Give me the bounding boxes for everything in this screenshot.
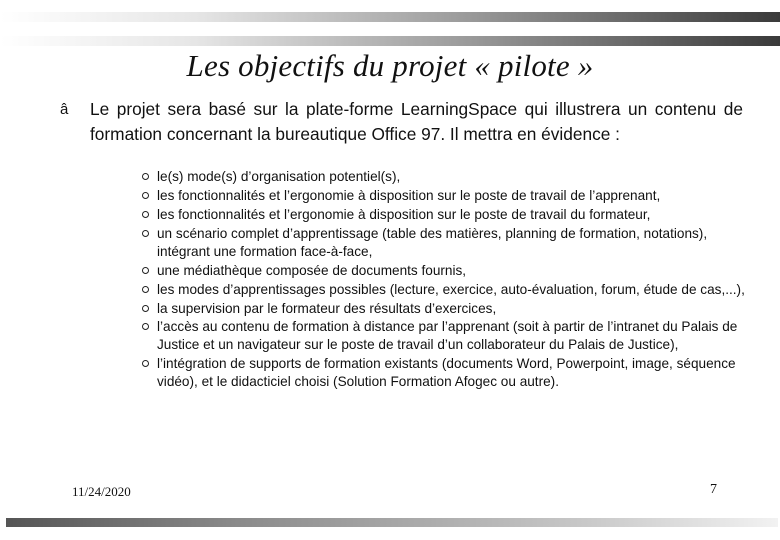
bullet-dot-icon xyxy=(142,323,149,330)
main-bullet-symbol: â xyxy=(60,101,69,118)
bullet-dot-icon xyxy=(142,211,149,218)
sub-bullet-list xyxy=(142,168,757,392)
bullet-dot-icon xyxy=(142,267,149,274)
page-number: 7 xyxy=(710,482,717,497)
list-item: une médiathèque composée de documents fournis, xyxy=(142,262,757,280)
bullet-dot-icon xyxy=(142,173,149,180)
footer-date: 11/24/2020 xyxy=(72,484,131,499)
list-item: les modes d’apprentissages possibles (lecture, exercice, auto-évaluation, forum, étude de cas,...), xyxy=(142,281,757,299)
bullet-dot-icon xyxy=(142,360,149,367)
top-decorative-bar xyxy=(0,12,780,22)
list-item: le(s) mode(s) d’organisation potentiel(s), xyxy=(142,168,757,186)
main-bullet-text: Le projet sera basé sur la plate-forme LearningSpace qui illustrera un contenu de formation concernant la bureautique Office 97. Il mettra en évidence : xyxy=(90,99,743,144)
list-item: les fonctionnalités et l’ergonomie à disposition sur le poste de travail du formateur, xyxy=(142,206,757,224)
list-item: l’intégration de supports de formation existants (documents Word, Powerpoint, image, séquence vidéo), et le didacticiel choisi (Solution Formation Afogec ou autre). xyxy=(142,355,757,390)
list-item: l’accès au contenu de formation à distance par l’apprenant (soit à partir de l’intranet du Palais de Justice et un navigateur sur le poste de travail d’un collaborateur du Palais de Justice), xyxy=(142,318,757,353)
bullet-dot-icon xyxy=(142,192,149,199)
list-item: les fonctionnalités et l’ergonomie à disposition sur le poste de travail de l’apprenant, xyxy=(142,187,757,205)
bullet-dot-icon xyxy=(142,230,149,237)
bottom-decorative-bar xyxy=(6,518,778,527)
list-item: la supervision par le formateur des résultats d’exercices, xyxy=(142,300,757,318)
title-decorative-bar xyxy=(0,36,780,46)
bullet-dot-icon xyxy=(142,286,149,293)
slide-title: Les objectifs du projet « pilote » xyxy=(186,48,594,83)
list-item: un scénario complet d’apprentissage (table des matières, planning de formation, notations), intégrant une formation face-à-face, xyxy=(142,225,757,260)
bullet-dot-icon xyxy=(142,305,149,312)
